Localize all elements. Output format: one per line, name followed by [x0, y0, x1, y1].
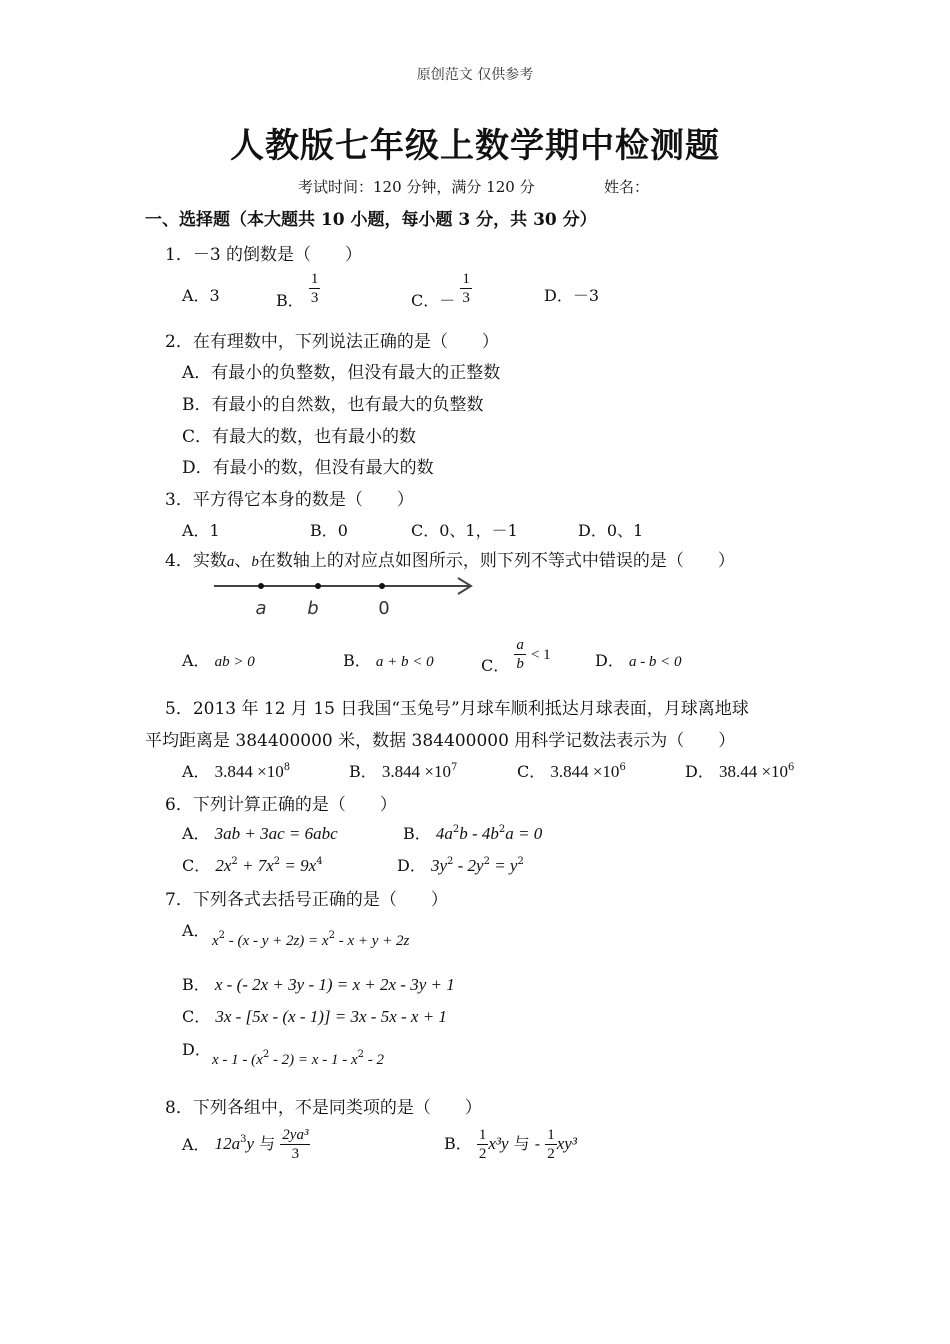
- q7-option-d-label: D．: [182, 1040, 211, 1059]
- q6-option-b: B． $4a^2b - 4b^2a = 0$: [403, 824, 543, 843]
- name-label: 姓名：: [604, 178, 650, 196]
- q5-option-d: [685, 759, 794, 782]
- q1-option-c: [411, 270, 472, 310]
- point-zero: [379, 583, 385, 589]
- q6-c-math-1: 2x: [215, 856, 232, 875]
- q4-option-b: [343, 648, 434, 671]
- q5-b-exp: 7: [450, 762, 458, 773]
- q1-b-num: 1: [310, 271, 319, 287]
- q7-c-math: 3x - [5x - (x - 1)] = 3x - 5x - x + 1: [215, 1007, 447, 1026]
- q6-a-math: 3ab + 3ac = 6abc: [214, 824, 338, 843]
- q4-stem-b: b: [251, 554, 259, 570]
- exam-info: 考试时间：120 分钟，满分 120 分: [298, 178, 535, 196]
- q6-b-math-2: b - 4b: [459, 824, 499, 843]
- q5-d-exp: 6: [788, 762, 795, 773]
- q7-d-math-2: - 2) = x - 1 - x: [269, 1052, 358, 1068]
- q8-option-a: A． $12a^3y$ 与 $\frac{\text{2ya³}}{3}$: [182, 1127, 309, 1162]
- q6-d-math-3: = y: [489, 856, 518, 875]
- q5-b-base: 3.844 ×10: [381, 762, 451, 781]
- q6-option-c: C． $2x^2 + 7x^2 = 9x^4$: [182, 856, 323, 875]
- q7-b-label: B．: [182, 975, 210, 994]
- q4-stem-post: 在数轴上的对应点如图所示，则下列不等式中错误的是（ ）: [258, 551, 735, 571]
- q8-a-label: A．: [182, 1135, 210, 1154]
- q8-a-den: 3: [291, 1146, 300, 1162]
- q5-option-b: [349, 759, 457, 782]
- q4-option-a: [182, 648, 255, 671]
- q5-c-exp: 6: [619, 762, 626, 773]
- q1-option-b: [276, 270, 320, 310]
- q4-b-label: B．: [343, 651, 371, 670]
- q2-option-d: D．有最小的数，但没有最大的数: [182, 458, 434, 478]
- q1-stem: 1．－3 的倒数是（ ）: [165, 245, 363, 265]
- q4-stem-a: a: [226, 554, 235, 570]
- q7-d-math-3: - 2: [363, 1052, 384, 1068]
- q1-c-fraction: [460, 270, 472, 307]
- q3-stem: 3．平方得它本身的数是（ ）: [165, 490, 414, 510]
- page-title: 人教版七年级上数学期中检测题: [230, 126, 720, 166]
- q4-c-rest: < 1: [530, 647, 551, 663]
- q5-a-base: 3.844 ×10: [214, 762, 284, 781]
- q5-a-exp: 8: [283, 762, 291, 773]
- q5-line2: 平均距离是 384400000 米，数据 384400000 用科学记数法表示为（ ）: [145, 731, 736, 751]
- q7-a-math-2: - (x - y + 2z) = x: [225, 933, 329, 949]
- q8-b-math-1: x³y: [488, 1134, 509, 1153]
- q6-b-math-1: 4a: [435, 824, 453, 843]
- q2-stem: 2．在有理数中，下列说法正确的是（ ）: [165, 332, 499, 352]
- q8-b-den1: 2: [478, 1146, 487, 1162]
- q8-a-conj: 与: [259, 1134, 276, 1153]
- q4-a-math: ab > 0: [214, 654, 255, 670]
- q8-b-num1: 1: [478, 1127, 487, 1143]
- q4-c-fraction: [514, 636, 526, 673]
- label-zero: 0: [378, 598, 390, 619]
- q2-option-c: C．有最大的数，也有最小的数: [182, 427, 417, 447]
- q6-b-label: B．: [403, 824, 431, 843]
- q5-b-label: B．: [349, 762, 377, 781]
- q5-d-label: D．: [685, 762, 714, 781]
- q8-b-fraction-1: [477, 1126, 489, 1163]
- q7-a-math-1: x: [212, 933, 219, 949]
- q8-a-math-2: y: [246, 1134, 255, 1153]
- q7-option-c: [182, 1004, 447, 1027]
- q8-b-den2: 2: [547, 1146, 555, 1162]
- q6-c-math-2: + 7x: [237, 856, 274, 875]
- q1-c-num: 1: [462, 271, 470, 287]
- q1-option-d: D．－3: [544, 286, 600, 305]
- q4-d-label: D．: [595, 651, 624, 670]
- q7-c-label: C．: [182, 1007, 211, 1026]
- q1-b-fraction: [309, 270, 321, 307]
- q5-option-c: [517, 759, 626, 782]
- q1-option-a: A．3: [182, 286, 220, 305]
- label-b: b: [307, 598, 319, 619]
- q5-line1: 5．2013 年 12 月 15 日我国“玉兔号”月球车顺利抵达月球表面，月球离地球: [165, 699, 749, 719]
- q6-option-a: [182, 821, 338, 844]
- q5-a-label: A．: [182, 762, 210, 781]
- q4-option-c: [481, 636, 551, 673]
- q6-stem: 6．下列计算正确的是（ ）: [165, 795, 397, 815]
- q6-option-d: D． $3y^2 - 2y^2 = y^2$: [397, 856, 524, 875]
- q7-option-b: [182, 972, 455, 995]
- q4-c-den: b: [516, 656, 524, 672]
- q8-b-label: B．: [444, 1134, 472, 1153]
- q5-d-base: 38.44 ×10: [718, 762, 789, 781]
- label-a: a: [255, 598, 267, 619]
- q6-d-label: D．: [397, 856, 426, 875]
- q6-b-math-3: a = 0: [505, 824, 543, 843]
- q4-option-d: [595, 648, 682, 671]
- q8-a-fraction: [280, 1126, 310, 1163]
- q7-option-d-math: $x - 1 - (x^2 - 2) = x - 1 - x^2 - 2$: [212, 1049, 384, 1068]
- point-b: [315, 583, 321, 589]
- q5-option-a: [182, 759, 290, 782]
- q5-c-base: 3.844 ×10: [550, 762, 620, 781]
- q3-option-b: B．0: [310, 521, 348, 540]
- q3-option-d: D．0、1: [578, 521, 644, 540]
- q4-stem: [165, 546, 735, 571]
- q6-c-label: C．: [182, 856, 211, 875]
- q6-d-math-1: 3y: [430, 856, 447, 875]
- q4-d-math: a - b < 0: [628, 654, 682, 670]
- q1-b-den: 3: [310, 290, 319, 306]
- q1-c-label: C．－: [411, 291, 456, 310]
- q8-b-conj: 与 -: [513, 1134, 541, 1153]
- q1-c-den: 3: [462, 290, 470, 306]
- q8-option-b: [444, 1126, 577, 1163]
- number-line: [210, 574, 480, 620]
- q8-a-num: 2ya³: [282, 1127, 309, 1143]
- q7-a-math-3: - x + y + 2z: [334, 933, 410, 949]
- q8-a-math-1: 12a: [214, 1134, 241, 1153]
- q5-c-label: C．: [517, 762, 546, 781]
- q6-c-math-3: = 9x: [280, 856, 317, 875]
- q8-b-math-2: xy³: [556, 1134, 577, 1153]
- q7-b-math: x - (- 2x + 3y - 1) = x + 2x - 3y + 1: [214, 975, 455, 994]
- q4-stem-pre: 4．实数: [165, 551, 227, 571]
- q4-a-label: A．: [182, 651, 210, 670]
- q4-c-label: C．: [481, 656, 510, 675]
- q7-d-math-1: x - 1 - (x: [212, 1052, 263, 1068]
- q6-d-math-2: - 2y: [453, 856, 484, 875]
- q7-option-a-label: A．: [182, 921, 210, 940]
- q2-option-b: B．有最小的自然数，也有最大的负整数: [182, 395, 484, 415]
- q4-c-num: a: [516, 637, 524, 653]
- q8-b-num2: 1: [547, 1127, 555, 1143]
- q1-b-label: B．: [276, 291, 304, 310]
- q8-b-fraction-2: [545, 1126, 557, 1163]
- section-heading: 一、选择题（本大题共 10 小题，每小题 3 分，共 30 分）: [145, 210, 597, 230]
- q4-b-math: a + b < 0: [375, 654, 434, 670]
- q8-stem: 8．下列各组中，不是同类项的是（ ）: [165, 1098, 482, 1118]
- q7-stem: 7．下列各式去括号正确的是（ ）: [165, 890, 448, 910]
- q4-stem-sep: 、: [234, 551, 252, 571]
- point-a: [258, 583, 264, 589]
- q7-option-a-math: $x^2 - (x - y + 2z) = x^2 - x + y + 2z$: [212, 930, 410, 949]
- header-note: 原创范文 仅供参考: [416, 67, 534, 83]
- q2-option-a: A．有最小的负整数，但没有最大的正整数: [182, 363, 501, 383]
- q6-a-label: A．: [182, 824, 210, 843]
- q3-option-a: A．1: [182, 521, 220, 540]
- q3-option-c: C．0、1，－1: [411, 521, 518, 540]
